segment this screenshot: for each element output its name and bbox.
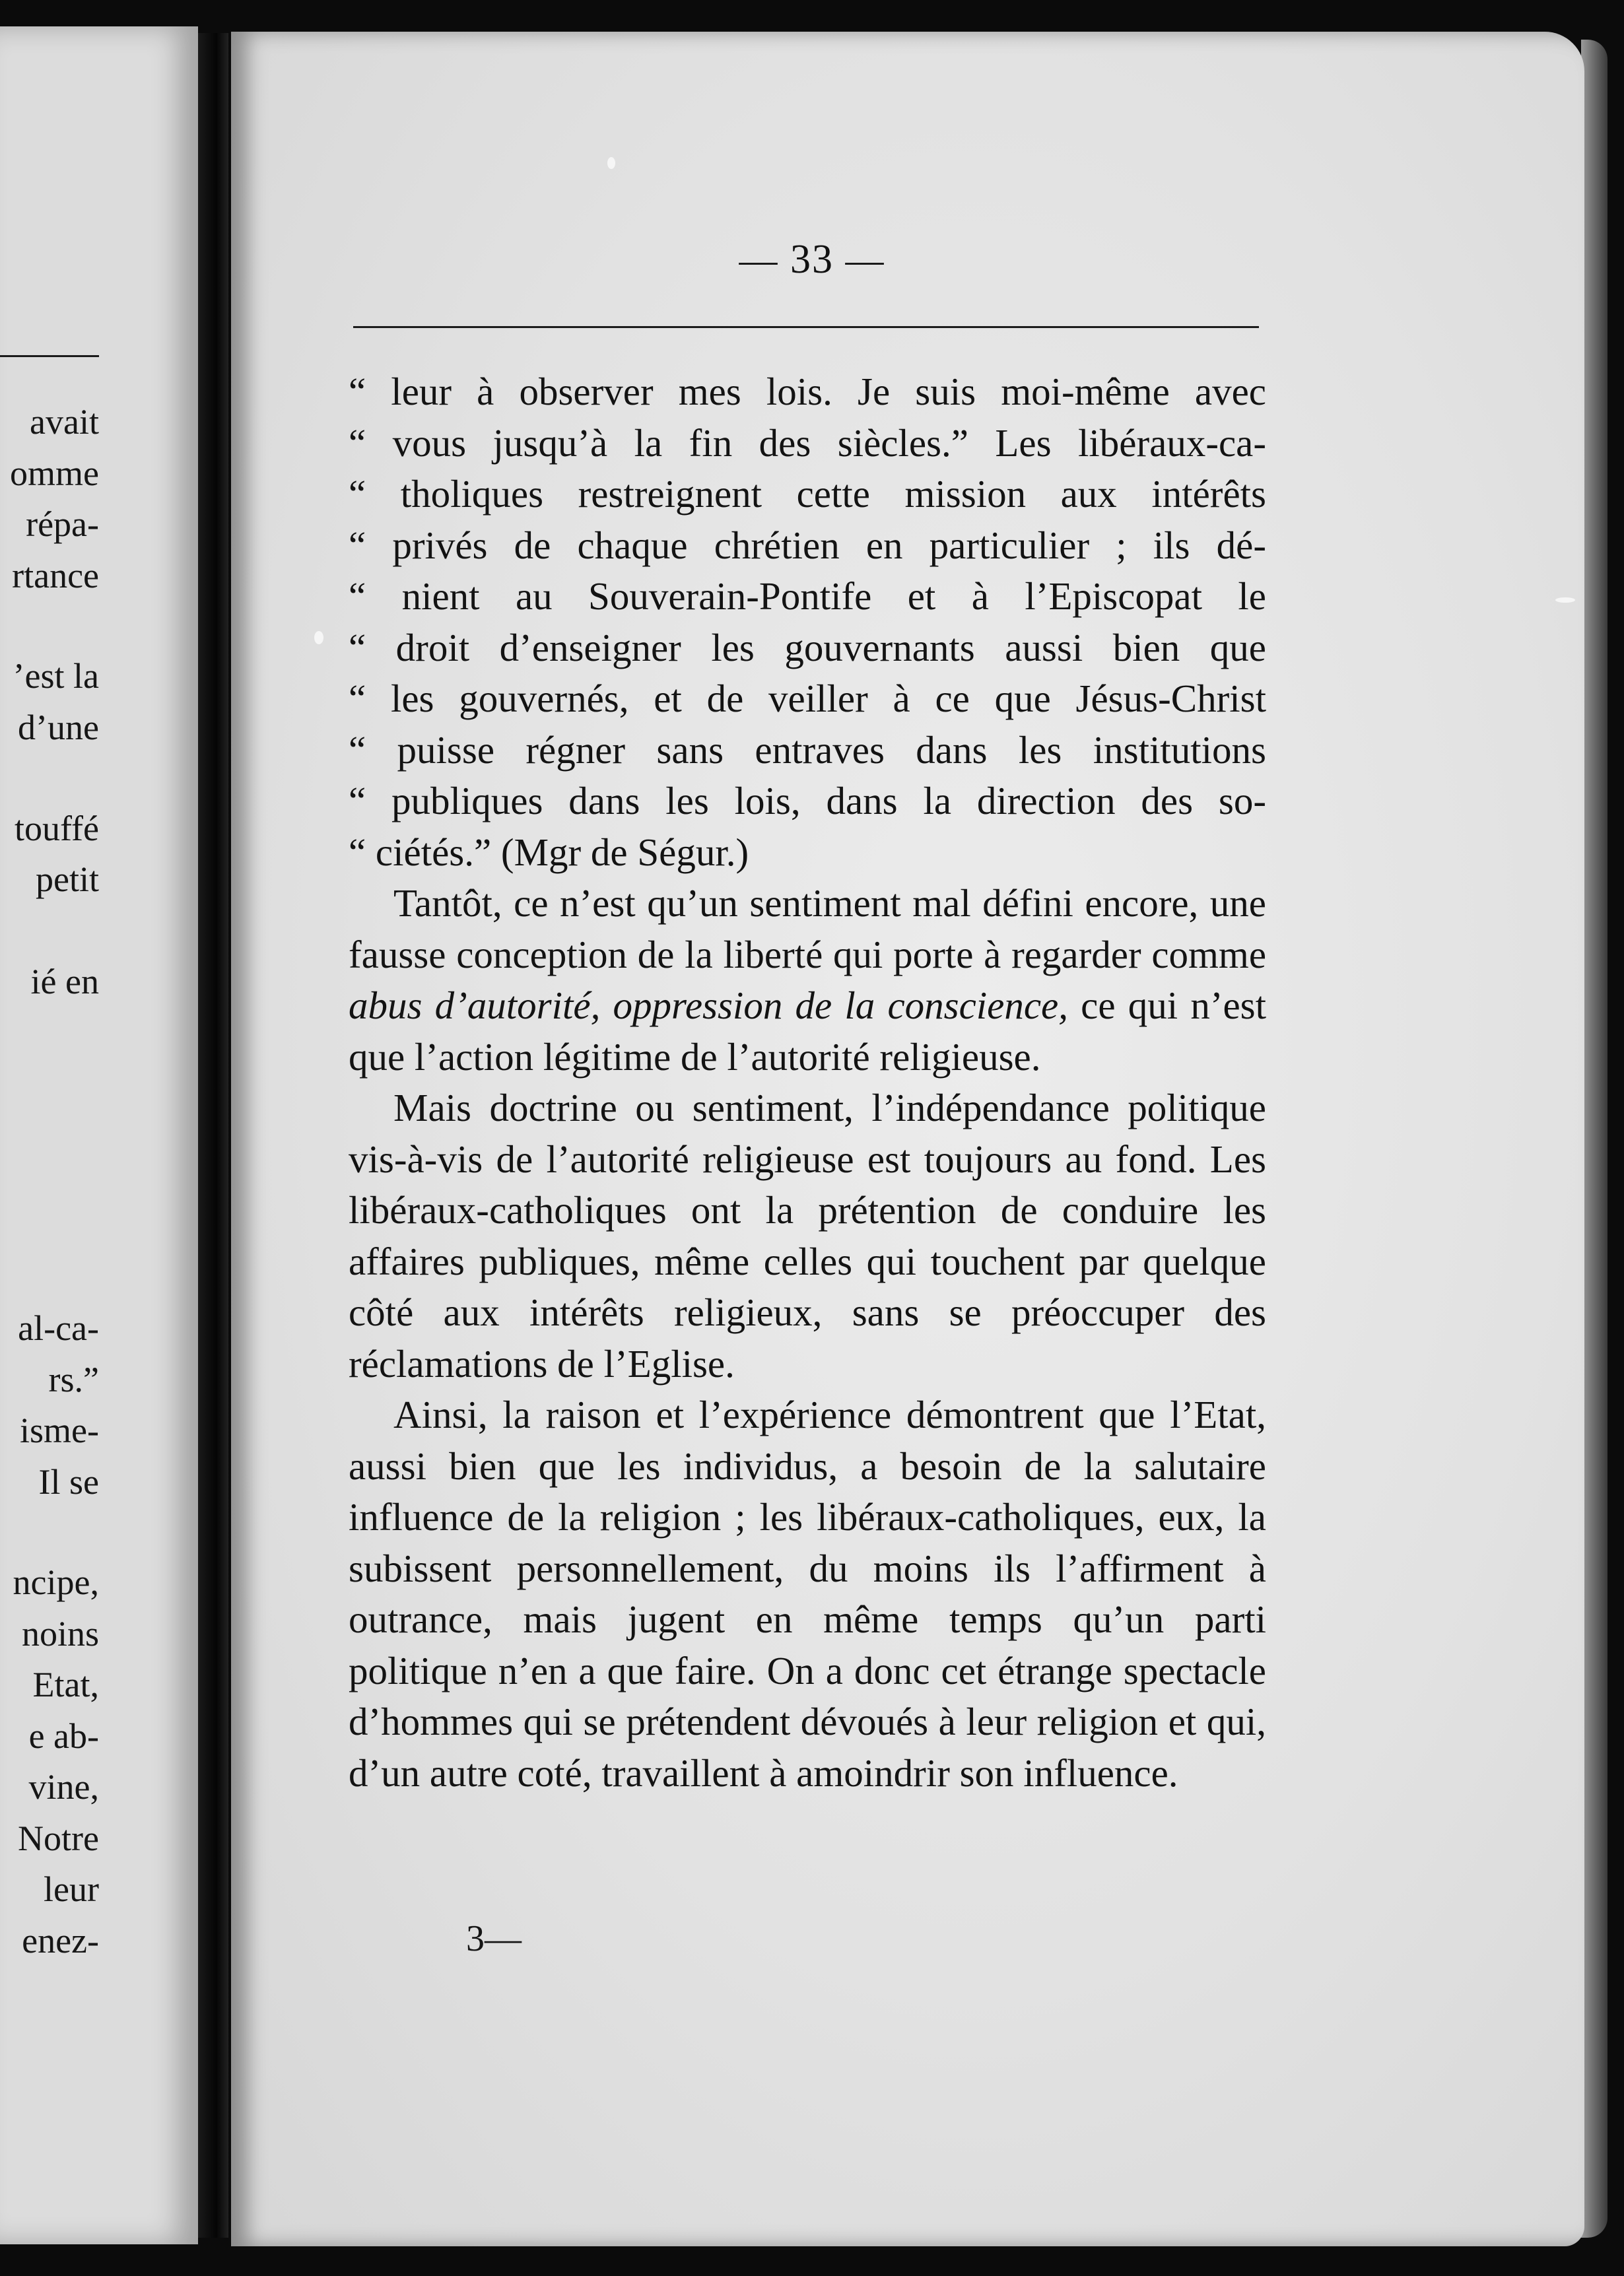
italic-phrase: abus d’autorité, oppression de la conscience, <box>349 984 1068 1027</box>
page-number-dash-left: — <box>739 238 779 281</box>
left-fragment: al-ca- <box>18 1308 99 1348</box>
paragraph-text: ce qui n’est que l’action légitime de l’autorité religieuse. <box>349 984 1267 1079</box>
paper-speck <box>1555 597 1575 603</box>
left-fragment: avait <box>30 402 99 442</box>
left-fragment: rs.” <box>48 1360 99 1399</box>
left-fragment: petit <box>36 859 99 899</box>
left-fragment: vine, <box>28 1767 99 1807</box>
book-gutter <box>198 33 228 2238</box>
paper-speck <box>314 631 323 644</box>
paper-speck <box>607 157 615 169</box>
quote-line: “ privés de chaque chrétien en particulier ; ils dé- <box>349 523 1266 567</box>
page-body <box>349 366 1266 1799</box>
quote-line: “ puisse régner sans entraves dans les institutions <box>349 727 1266 772</box>
page-number-value: 33 <box>790 237 834 282</box>
left-fragment: ié en <box>30 962 99 1001</box>
quote-line: “ leur à observer mes lois. Je suis moi-même avec <box>349 370 1266 413</box>
paragraph <box>349 878 1266 1083</box>
left-fragment: répa- <box>26 504 99 544</box>
left-fragment: rtance <box>12 556 99 595</box>
quote-line: “ droit d’enseigner les gouvernants aussi bien que <box>349 625 1266 669</box>
left-fragment: leur <box>44 1869 99 1909</box>
quote-line: “ les gouvernés, et de veiller à ce que Jésus-Christ <box>349 677 1266 720</box>
paragraph: Ainsi, la raison et l’expérience démontrent que l’Etat, aussi bien que les individus, a besoin de la salutaire influence de la religion ; les libéraux-catholiques, eux, la subissent personnellement, du moins ils l’affirment à outrance, mais jugent en même temps qu’un parti politique n’en a que faire. On a donc cet étrange spectacle d’hommes qui se prétendent dévoués à leur religion et qui, d’un autre coté, travaillent à amoindrir son influence. <box>349 1393 1266 1795</box>
left-fragment: Il se <box>38 1462 99 1502</box>
quote-line: “ tholiques restreignent cette mission aux intérêts <box>349 472 1266 516</box>
left-fragment: d’une <box>18 708 99 747</box>
left-fragment: touffé <box>15 809 99 848</box>
left-fragment: ncipe, <box>13 1562 99 1602</box>
quote-last-line: “ ciétés.” (Mgr de Ségur.) <box>349 830 749 874</box>
left-fragment: Etat, <box>32 1665 99 1704</box>
left-fragment: e ab- <box>28 1716 99 1756</box>
paragraph-text: Tantôt, ce n’est qu’un sentiment mal défini encore, une fausse conception de la liberté qui porte à regarder comme <box>349 881 1266 976</box>
quote-line: “ nient au Souverain-Pontife et à l’Episcopat le <box>349 574 1266 618</box>
quote-line: “ vous jusqu’à la fin des siècles.” Les libéraux-ca- <box>349 420 1266 465</box>
previous-page-fragment <box>0 26 198 2244</box>
left-fragment: omme <box>10 453 99 493</box>
page-number-dash-right: — <box>845 238 885 281</box>
left-fragment: noins <box>21 1614 99 1654</box>
left-fragment: Notre <box>18 1819 99 1858</box>
left-fragment: isme- <box>20 1411 99 1450</box>
quote-line: “ publiques dans les lois, dans la direction des so- <box>349 779 1266 822</box>
left-fragment: ’est la <box>13 656 99 696</box>
previous-page-header-rule <box>0 355 99 357</box>
left-fragment: enez- <box>22 1921 99 1960</box>
paragraph: Mais doctrine ou sentiment, l’indépendance politique vis-à-vis de l’autorité religieuse est toujours au fond. Les libéraux-catholiques ont la prétention de conduire les affaires publiques, même celles qui touchent par quelque côté aux intérêts religieux, sans se préoccuper des réclamations de l’Eglise. <box>349 1086 1266 1386</box>
header-rule <box>353 326 1259 328</box>
signature-mark: 3— <box>466 1918 522 1959</box>
page-number <box>733 236 891 283</box>
page-edge-shadow <box>1581 40 1607 2238</box>
